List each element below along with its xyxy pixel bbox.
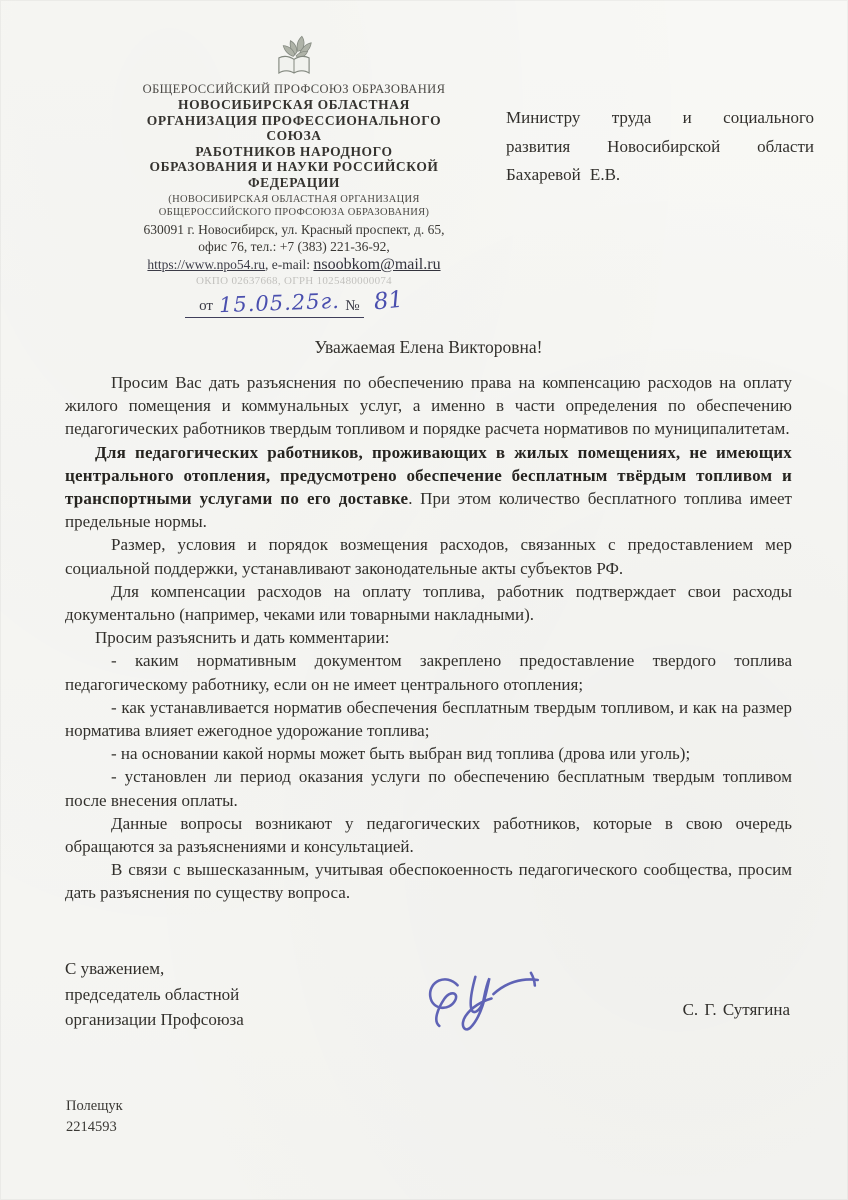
- org-name-line: ОБРАЗОВАНИЯ И НАУКИ РОССИЙСКОЙ: [149, 159, 439, 174]
- signature-block: [65, 956, 792, 1056]
- org-name-line: СОЮЗА: [266, 128, 322, 143]
- union-emblem-logo: [271, 32, 317, 78]
- executor-name: Полещук: [66, 1098, 123, 1114]
- paragraph: Размер, условия и порядок возмещения расходов, связанных с предоставлением мер социальной поддержки, устанавливают законодательные акты субъектов РФ.: [65, 535, 792, 578]
- letterhead: [108, 32, 480, 320]
- list-item: - как устанавливается норматив обеспечения бесплатным твердым топливом, и как на размер норматива влияет ежегодное удорожание топлива;: [65, 697, 792, 741]
- closing-lines: [65, 956, 244, 1033]
- closing-line: С уважением,: [65, 959, 165, 978]
- signature-scribble-icon: [413, 940, 568, 1040]
- ref-date-handwritten: 15.05.25г.: [218, 288, 340, 318]
- addressee-line: Бахаревой Е.В.: [506, 165, 621, 184]
- bold-statement: Для педагогических работников, проживающих в жилых помещениях, не имеющих центрального отопления, предусмотрено обеспечение бесплатным твёрдым топливом и транспортными услугами по его доставке: [65, 442, 792, 509]
- org-subtitle-line: (НОВОСИБИРСКАЯ ОБЛАСТНАЯ ОРГАНИЗАЦИЯ: [168, 194, 420, 205]
- paragraph: Просим разъяснить и дать комментарии:: [95, 628, 390, 648]
- signer-name: С. Г. Сутягина: [682, 1000, 790, 1019]
- paragraph: Для компенсации расходов на оплату топлива, работник подтверждает свои расходы документально (например, чеками или товарными накладными).: [65, 581, 792, 625]
- org-address-line: офис 76, тел.: +7 (383) 221-36-92,: [198, 238, 390, 254]
- reference-underline: [185, 288, 363, 318]
- addressee-block: [506, 104, 814, 190]
- list-item: - на основании какой нормы может быть выбран вид топлива (дрова или уголь);: [111, 744, 691, 764]
- list-item: - установлен ли период оказания услуги по обеспечению бесплатным твердым топливом после внесения оплаты.: [65, 767, 792, 810]
- org-name-line: НОВОСИБИРСКАЯ ОБЛАСТНАЯ: [178, 97, 410, 112]
- closing-line: организации Профсоюза: [65, 1010, 244, 1029]
- contacts-separator: , e-mail:: [265, 257, 314, 272]
- registration-codes: ОКПО 02637668, ОГРН 1025480000074: [196, 275, 392, 287]
- ref-number-label: №: [345, 298, 360, 314]
- org-name-line: ОРГАНИЗАЦИЯ ПРОФЕССИОНАЛЬНОГО: [146, 112, 442, 128]
- ref-number-handwritten: 81: [372, 286, 404, 316]
- org-contacts: [108, 255, 480, 275]
- closing-line: председатель областной: [65, 984, 240, 1004]
- website-link: https://www.npo54.ru: [147, 257, 266, 272]
- paragraph-bold-lead: [65, 441, 792, 534]
- salutation: Уважаемая Елена Викторовна!: [314, 337, 543, 357]
- org-subtitle-line: ОБЩЕРОССИЙСКОГО ПРОФСОЮЗА ОБРАЗОВАНИЯ): [158, 207, 430, 218]
- addressee-line: развития Новосибирской области: [506, 136, 814, 156]
- addressee-line: Министру труда и социального: [506, 108, 814, 127]
- organization-name: [108, 97, 480, 190]
- union-title: ОБЩЕРОССИЙСКИЙ ПРОФСОЮЗ ОБРАЗОВАНИЯ: [142, 82, 446, 96]
- letter-body: [65, 371, 792, 905]
- org-address: [108, 222, 480, 255]
- executor-block: [66, 1096, 123, 1138]
- org-address-line: 630091 г. Новосибирск, ул. Красный проспект, д. 65,: [143, 222, 445, 237]
- org-name-line: РАБОТНИКОВ НАРОДНОГО: [195, 143, 393, 159]
- org-subtitle: [108, 193, 480, 219]
- executor-phone: 2214593: [66, 1119, 117, 1135]
- paragraph: В связи с вышесказанным, учитывая обеспокоенность педагогического сообщества, просим дать разъяснения по существу вопроса.: [65, 860, 792, 903]
- paragraph: Данные вопросы возникают у педагогических работников, которые в свою очередь обращаются за разъяснениями и консультацией.: [65, 813, 792, 857]
- bold-statement-rest: . При этом количество бесплатного топлива имеет предельные нормы.: [65, 489, 792, 532]
- list-item: - каким нормативным документом закреплено предоставление твердого топлива педагогическому работнику, если он не имеет центрального отопления;: [65, 651, 792, 694]
- email-link: nsoobkom@mail.ru: [313, 256, 441, 273]
- ref-from-label: от: [199, 298, 213, 314]
- reference-line: [108, 286, 480, 320]
- paragraph: Просим Вас дать разъяснения по обеспечению права на компенсацию расходов на оплату жилого помещения и коммунальных услуг, а именно в части определения по обеспечению педагогических работников твердым топливом и порядке расчета нормативов по муниципалитетам.: [65, 373, 792, 439]
- org-name-line: ФЕДЕРАЦИИ: [247, 174, 341, 190]
